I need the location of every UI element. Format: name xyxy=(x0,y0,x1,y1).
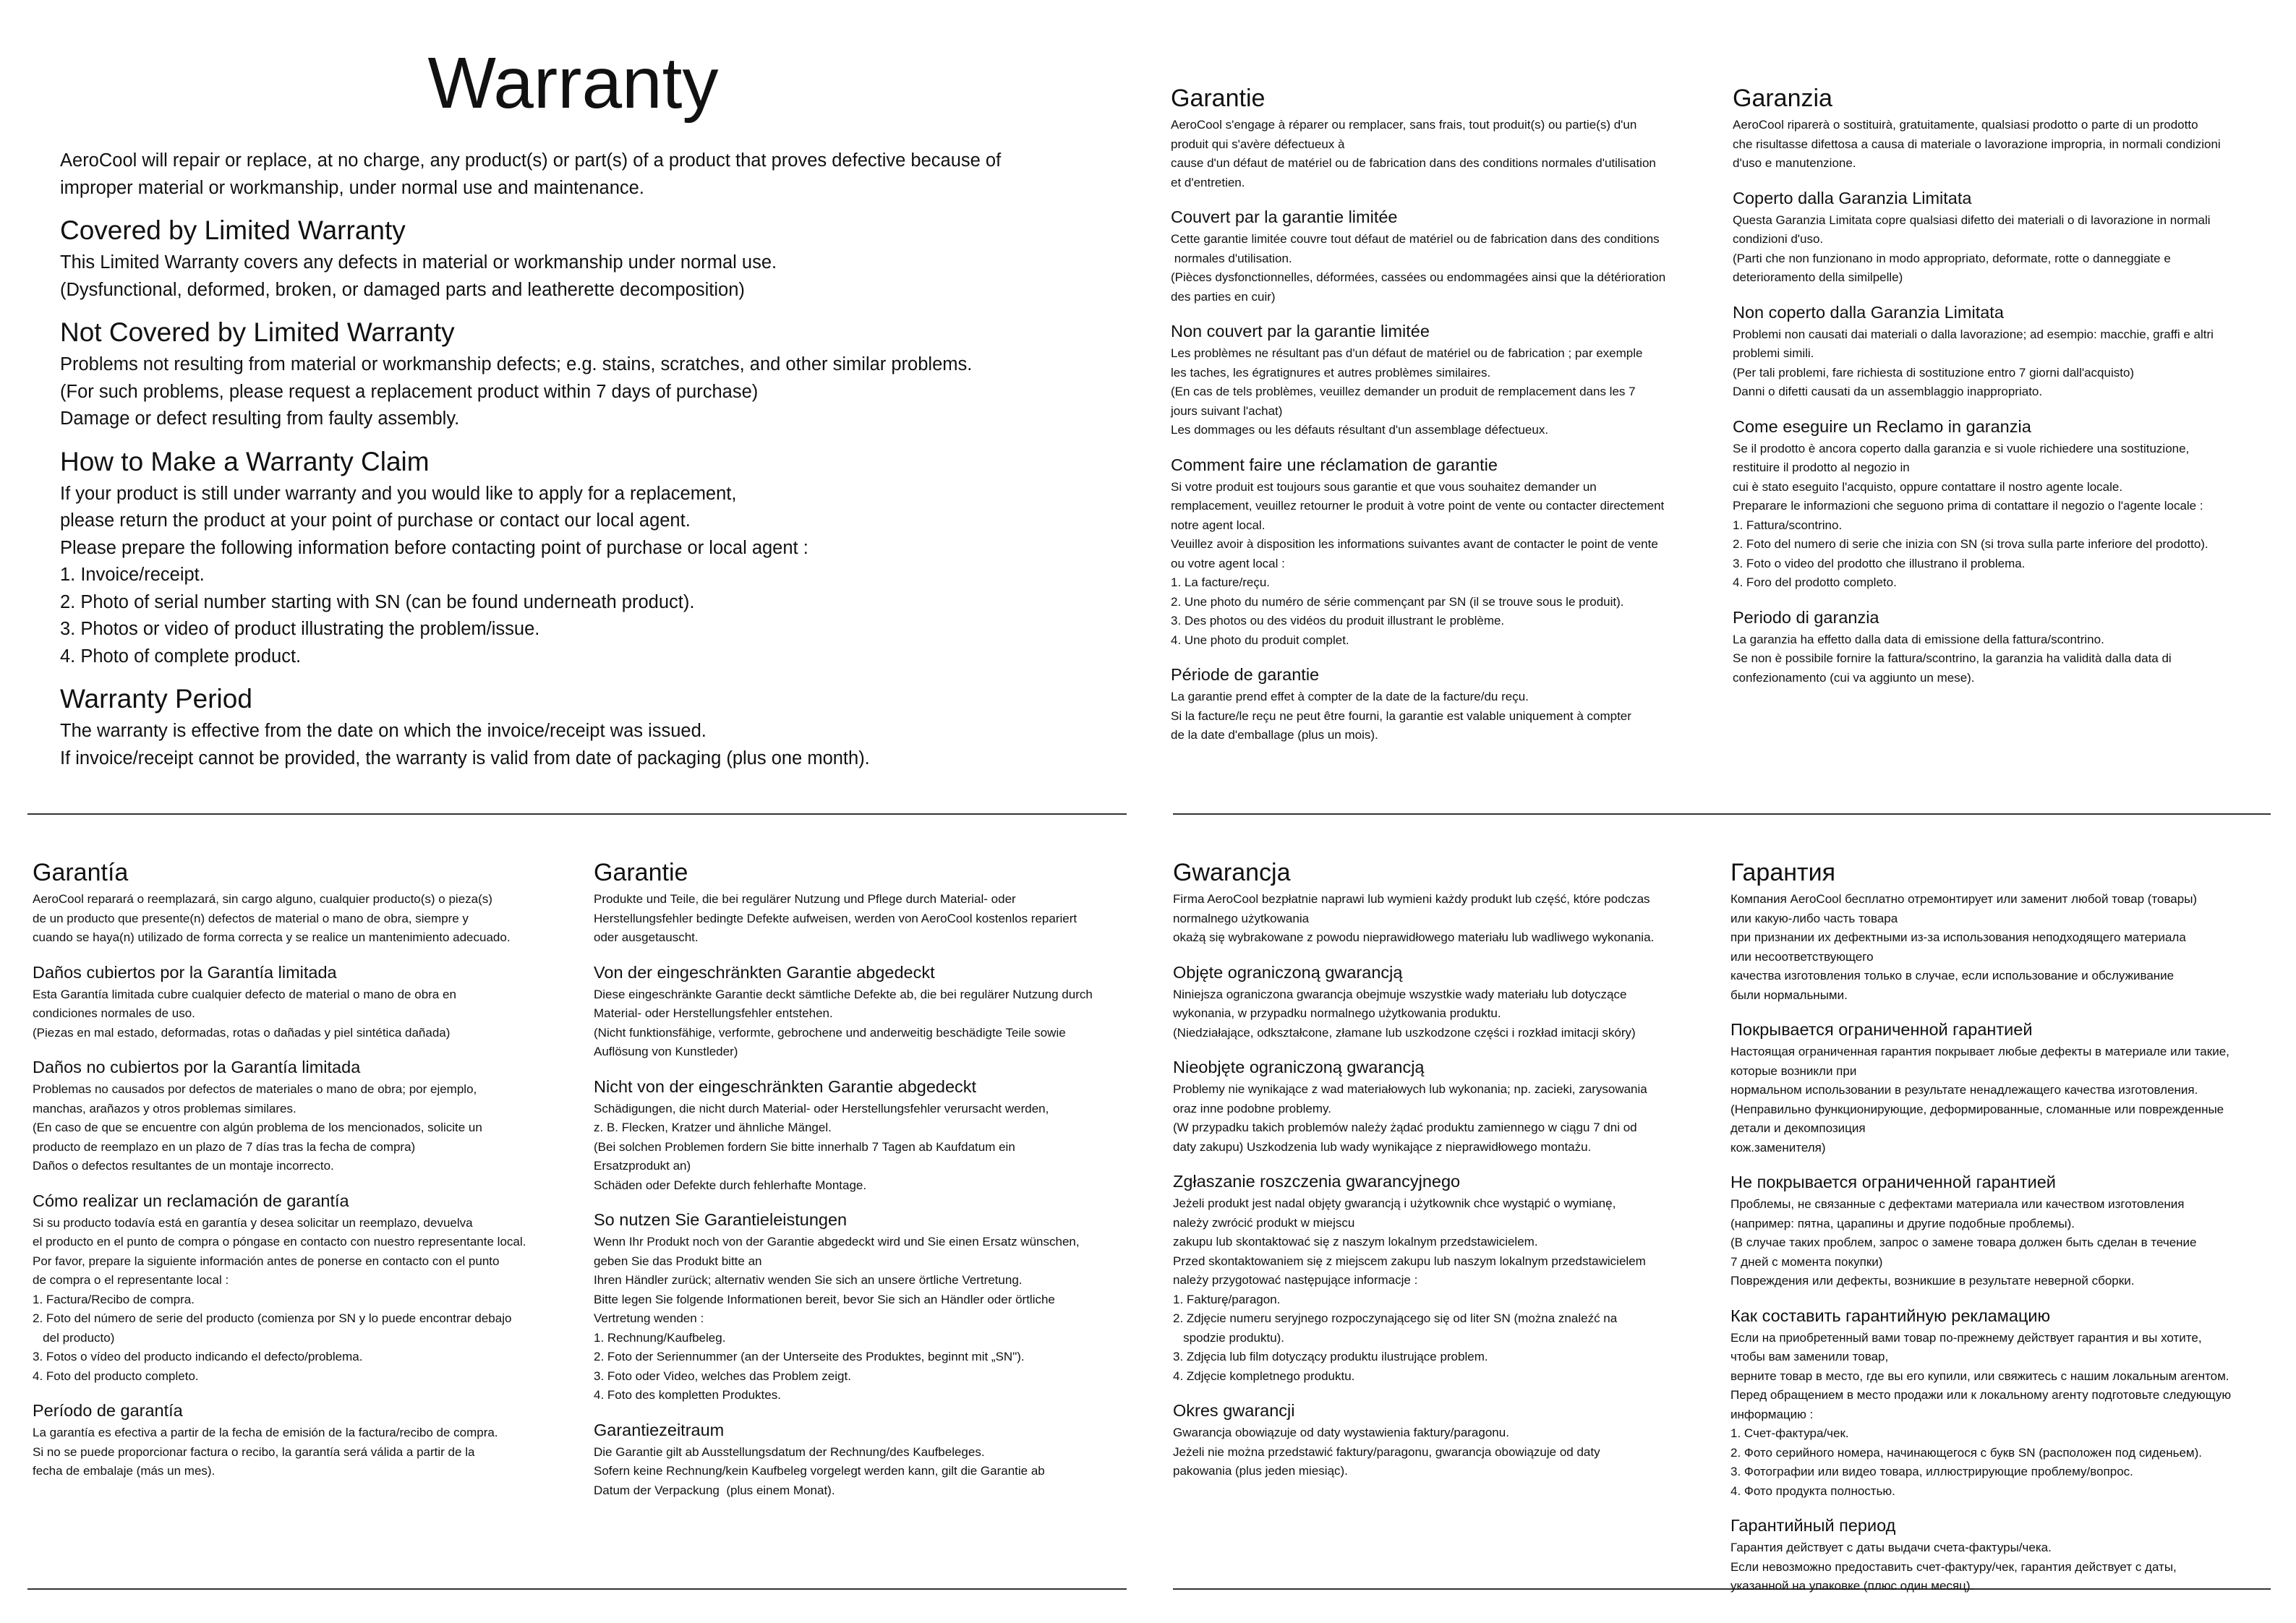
text-line: нормальном использовании в результате ненадлежащего качества изготовления. xyxy=(1730,1083,2198,1097)
text-line: 3. Des photos ou des vidéos du produit illustrant le problème. xyxy=(1171,614,1505,628)
text-line: This Limited Warranty covers any defects in material or workmanship under normal use. xyxy=(60,252,777,273)
section-heading: Période de garantie xyxy=(1171,665,1320,684)
text-line: des parties en cuir) xyxy=(1171,289,1276,304)
text-line: 3. Foto oder Video, welches das Problem zeigt. xyxy=(594,1369,851,1383)
text-line: Jeżeli nie można przedstawić faktury/paragonu, gwarancja obowiązuje od daty xyxy=(1173,1444,1600,1459)
text-line: (например: пятна, царапины и другие подобные проблемы). xyxy=(1730,1216,2075,1230)
text-line: Gwarancja obowiązuje od daty wystawienia faktury/paragonu. xyxy=(1173,1426,1509,1439)
text-line: manchas, arañazos y otros problemas similares. xyxy=(33,1101,296,1115)
text-line: AeroCool riparerà o sostituirà, gratuitamente, qualsiasi prodotto o parte di un prodotto xyxy=(1733,118,2198,132)
text-line: normales d'utilisation. xyxy=(1171,251,1292,265)
text-line: Настоящая ограниченная гарантия покрывает любые дефекты в материале или такие, xyxy=(1730,1045,2229,1058)
section-heading: Periodo di garanzia xyxy=(1733,607,1879,627)
text-line: notre agent local. xyxy=(1171,518,1266,532)
french-warranty-panel xyxy=(1171,84,1728,745)
text-line: La garantía es efectiva a partir de la fecha de emisión de la factura/recibo de compra. xyxy=(33,1426,498,1439)
divider-bottom-left xyxy=(27,1588,1127,1590)
text-line: Schädigungen, die nicht durch Material- oder Herstellungsfehler verursacht werden, xyxy=(594,1101,1049,1115)
text-line: Компания AeroCool бесплатно отремонтирует или заменит любой товар (товары) xyxy=(1730,892,2198,906)
section-heading: Covered by Limited Warranty xyxy=(60,215,406,245)
text-line: 1. Fattura/scontrino. xyxy=(1733,518,1843,532)
section-heading: Daños cubiertos por la Garantía limitada xyxy=(33,962,337,982)
text-line: 3. Zdjęcia lub film dotyczący produktu ilustrujące problem. xyxy=(1173,1350,1488,1363)
text-line: condiciones normales de uso. xyxy=(33,1006,195,1020)
text-line: (В случае таких проблем, запрос о замене товара должен быть сделан в течение xyxy=(1730,1236,2197,1249)
text-line: Niniejsza ograniczona gwarancja obejmuje wszystkie wady materiału lub dotyczące xyxy=(1173,987,1627,1001)
polish-warranty-panel xyxy=(1173,858,1730,1481)
text-line: Esta Garantía limitada cubre cualquier defecto de material o mano de obra en xyxy=(33,987,456,1001)
text-line: confezionamento (cui va aggiunto un mese). xyxy=(1733,670,1975,685)
text-line: 7 дней с момента покупки) xyxy=(1730,1254,1883,1269)
text-line: (En caso de que se encuentre con algún problema de los mencionados, solicite un xyxy=(33,1121,482,1134)
section-heading: So nutzen Sie Garantieleistungen xyxy=(594,1210,848,1229)
section-heading: Cómo realizar un reclamación de garantía xyxy=(33,1191,349,1210)
text-line: 4. Zdjęcie kompletnego produktu. xyxy=(1173,1369,1355,1383)
text-line: de la date d'emballage (plus un mois). xyxy=(1171,728,1378,742)
text-line: Auflösung von Kunstleder) xyxy=(594,1045,738,1058)
text-line: (W przypadku takich problemów należy żądać produktu zamiennego w ciągu 7 dni od xyxy=(1173,1121,1637,1134)
text-line: please return the product at your point of purchase or contact our local agent. xyxy=(60,510,691,531)
text-line: The warranty is effective from the date on which the invoice/receipt was issued. xyxy=(60,721,707,741)
text-line: 2. Фото серийного номера, начинающегося с букв SN (расположен под сиденьем). xyxy=(1730,1445,2203,1460)
divider-top-left xyxy=(27,813,1127,815)
text-line: geben Sie das Produkt bitte an xyxy=(594,1254,762,1268)
section-heading: How to Make a Warranty Claim xyxy=(60,446,430,476)
text-line: Datum der Verpackung (plus einem Monat). xyxy=(594,1483,835,1497)
section-heading: Zgłaszanie roszczenia gwarancyjnego xyxy=(1173,1172,1461,1191)
text-line: zakupu lub skontaktować się z naszym lokalnym przedstawicielem. xyxy=(1173,1235,1538,1249)
text-line: 4. Foto del producto completo. xyxy=(33,1369,199,1383)
section-heading: Garantiezeitraum xyxy=(594,1420,725,1439)
text-line: ou votre agent local : xyxy=(1171,556,1285,570)
text-line: 1. Rechnung/Kaufbeleg. xyxy=(594,1330,726,1345)
german-warranty-panel xyxy=(594,858,1151,1500)
section-title: Garantie xyxy=(594,859,688,886)
text-line: les taches, les égratignures et autres problèmes similaires. xyxy=(1171,365,1491,380)
section-heading: Nicht von der eingeschränkten Garantie abgedeckt xyxy=(594,1076,977,1096)
text-line: cuando se haya(n) utilizado de forma correcta y se realice un mantenimiento adecuado. xyxy=(33,930,511,944)
section-title: Gwarancja xyxy=(1173,859,1291,886)
text-line: Problemas no causados por defectos de materiales o mano de obra; por ejemplo, xyxy=(33,1082,477,1096)
text-line: oder ausgetauscht. xyxy=(594,930,699,944)
section-heading: Okres gwarancji xyxy=(1173,1401,1295,1420)
text-line: Гарантия действует с даты выдачи счета-фактуры/чека. xyxy=(1730,1541,2052,1554)
text-line: были нормальными. xyxy=(1730,988,1848,1002)
text-line: Veuillez avoir à disposition les informations suivantes avant de contacter le point de vente xyxy=(1171,537,1658,551)
text-line: Herstellungsfehler bedingte Defekte aufweisen, werden von AeroCool kostenlos repariert xyxy=(594,911,1077,925)
text-line: Firma AeroCool bezpłatnie naprawi lub wymieni każdy produkt lub część, które podczas xyxy=(1173,892,1650,906)
text-line: La garantie prend effet à compter de la date de la facture/du reçu. xyxy=(1171,690,1529,703)
text-line: Se non è possibile fornire la fattura/scontrino, la garanzia ha validità dalla data di xyxy=(1733,651,2172,665)
text-line: Problemy nie wynikające z wad materiałowych lub wykonania; np. zacieki, zarysowania xyxy=(1173,1082,1647,1096)
text-line: deterioramento della similpelle) xyxy=(1733,270,1903,284)
text-line: Please prepare the following information before contacting point of purchase or local agent : xyxy=(60,537,808,558)
text-line: (Per tali problemi, fare richiesta di sostituzione entro 7 giorni dall'acquisto) xyxy=(1733,365,2135,380)
spanish-warranty-panel xyxy=(33,858,589,1481)
text-line: Daños o defectos resultantes de un montaje incorrecto. xyxy=(33,1159,334,1173)
text-line: problemi simili. xyxy=(1733,346,1814,360)
text-line: producto de reemplazo en un plazo de 7 días tras la fecha de compra) xyxy=(33,1139,416,1154)
text-line: AeroCool will repair or replace, at no charge, any product(s) or part(s) of a product that proves defective because of xyxy=(60,150,1002,171)
text-line: или несоответствующего xyxy=(1730,949,1874,964)
text-line: należy przygotować następujące informacje : xyxy=(1173,1273,1418,1287)
text-line: 2. Une photo du numéro de série commençant par SN (il se trouve sous le produit). xyxy=(1171,594,1624,609)
text-line: Si su producto todavía está en garantía y desea solicitar un reemplazo, devuelva xyxy=(33,1215,473,1230)
text-line: okażą się wybrakowane z powodu nieprawidłowego materiału lub wadliwego wykonania. xyxy=(1173,930,1655,944)
text-line: Por favor, prepare la siguiente información antes de ponerse en contacto con el punto xyxy=(33,1254,500,1268)
section-heading: Non couvert par la garantie limitée xyxy=(1171,322,1430,341)
section-heading: Coperto dalla Garanzia Limitata xyxy=(1733,188,1972,207)
text-line: Jeżeli produkt jest nadal objęty gwarancją i użytkownik chce wystąpić o wymianę, xyxy=(1173,1196,1616,1210)
text-line: 1. Factura/Recibo de compra. xyxy=(33,1292,195,1306)
text-line: Если на приобретенный вами товар по-прежнему действует гарантия и вы хотите, xyxy=(1730,1330,2202,1345)
text-line: указанной на упаковке (плюс один месяц). xyxy=(1730,1579,1974,1593)
text-line: 4. Une photo du produit complet. xyxy=(1171,633,1349,647)
text-line: oraz inne podobne problemy. xyxy=(1173,1101,1331,1115)
text-line: 3. Photos or video of product illustrating the problem/issue. xyxy=(60,619,540,639)
text-line: pakowania (plus jeden miesiąc). xyxy=(1173,1464,1348,1478)
text-line: de un producto que presente(n) defectos de material o mano de obra, siempre y xyxy=(33,911,469,925)
text-line: 4. Foto des kompletten Produktes. xyxy=(594,1388,781,1402)
text-line: produit qui s'avère défectueux à xyxy=(1171,137,1345,151)
text-line: Les problèmes ne résultant pas d'un défaut de matériel ou de fabrication ; par exemple xyxy=(1171,346,1643,360)
text-line: Przed skontaktowaniem się z miejscem zakupu lub naszym lokalnym przedstawicielem xyxy=(1173,1254,1646,1268)
text-line: Damage or defect resulting from faulty assembly. xyxy=(60,408,460,429)
text-line: которые возникли при xyxy=(1730,1063,1857,1078)
text-line: Les dommages ou les défauts résultant d'un assemblage défectueux. xyxy=(1171,423,1549,437)
text-line: 3. Foto o video del prodotto che illustrano il problema. xyxy=(1733,556,2026,570)
section-heading: Гарантийный период xyxy=(1730,1516,1896,1535)
page-title-warranty: Warranty xyxy=(427,43,719,124)
text-line: Sofern keine Rechnung/kein Kaufbeleg vorgelegt werden kann, gilt die Garantie ab xyxy=(594,1464,1045,1478)
section-heading: Как составить гарантийную рекламацию xyxy=(1730,1306,2051,1325)
section-heading: Objęte ograniczoną gwarancją xyxy=(1173,962,1403,982)
text-line: (Parti che non funzionano in modo appropriato, deformate, rotte o danneggiate e xyxy=(1733,251,2171,265)
text-line: Si no se puede proporcionar factura o recibo, la garantía será válida a partir de la xyxy=(33,1444,475,1459)
italian-warranty-panel xyxy=(1733,84,2282,688)
text-line: 2. Foto del numero di serie che inizia con SN (si trova sulla parte inferiore del prodotto). xyxy=(1733,537,2208,551)
text-line: Diese eingeschränkte Garantie deckt sämtliche Defekte ab, die bei regulärer Nutzung durch xyxy=(594,987,1093,1001)
text-line: Si votre produit est toujours sous garantie et que vous souhaitez demander un xyxy=(1171,479,1597,494)
section-heading: Nieobjęte ograniczoną gwarancją xyxy=(1173,1058,1425,1076)
text-line: wykonania, w przypadku normalnego użytkowania produktu. xyxy=(1173,1006,1501,1020)
text-line: 2. Photo of serial number starting with SN (can be found underneath product). xyxy=(60,591,695,612)
divider-top-right xyxy=(1173,813,2271,815)
text-line: (Неправильно функционирующие, деформированные, сломанные или поврежденные xyxy=(1730,1102,2224,1116)
section-heading: Warranty Period xyxy=(60,684,252,714)
text-line: Ersatzprodukt an) xyxy=(594,1159,691,1173)
text-line: normalnego użytkowania xyxy=(1173,911,1310,925)
section-heading: Von der eingeschränkten Garantie abgedeckt xyxy=(594,962,935,982)
text-line: d'uso e manutenzione. xyxy=(1733,156,1856,170)
text-line: Проблемы, не связанные с дефектами материала или качеством изготовления xyxy=(1730,1197,2185,1211)
text-line: Material- oder Herstellungsfehler entstehen. xyxy=(594,1006,833,1020)
text-line: 2. Zdjęcie numeru seryjnego rozpoczynającego się od liter SN (można znaleźć na xyxy=(1173,1311,1618,1325)
text-line: AeroCool reparará o reemplazará, sin cargo alguno, cualquier producto(s) o pieza(s) xyxy=(33,892,492,906)
section-heading: Come eseguire un Reclamo in garanzia xyxy=(1733,416,2031,436)
text-line: daty zakupu) Uszkodzenia lub wady wynikające z nieprawidłowego montażu. xyxy=(1173,1139,1592,1154)
text-line: верните товар в место, где вы его купили, или свяжитесь с нашим локальным агентом. xyxy=(1730,1369,2229,1383)
text-line: 1. La facture/reçu. xyxy=(1171,575,1271,589)
text-line: z. B. Flecken, Kratzer und ähnliche Mängel. xyxy=(594,1121,832,1134)
text-line: (Pièces dysfonctionnelles, déformées, cassées ou endommagées ainsi que la détérioration xyxy=(1171,270,1666,284)
text-line: Schäden oder Defekte durch fehlerhafte Montage. xyxy=(594,1178,867,1192)
text-line: Danni o difetti causati da un assemblaggio inappropriato. xyxy=(1733,385,2043,398)
text-line: 1. Fakturę/paragon. xyxy=(1173,1292,1281,1306)
text-line: Si la facture/le reçu ne peut être fourni, la garantie est valable uniquement à compter xyxy=(1171,708,1631,723)
text-line: Если невозможно предоставить счет-фактуру/чек, гарантия действует с даты, xyxy=(1730,1559,2177,1574)
text-line: (Dysfunctional, deformed, broken, or damaged parts and leatherette decomposition) xyxy=(60,279,745,300)
text-line: Cette garantie limitée couvre tout défaut de matériel ou de fabrication dans des conditions xyxy=(1171,232,1660,246)
section-title: Garantie xyxy=(1171,85,1266,112)
text-line: remplacement, veuillez retourner le produit à votre point de vente ou contacter directement xyxy=(1171,499,1665,513)
section-heading: Couvert par la garantie limitée xyxy=(1171,207,1398,226)
text-line: należy zwrócić produkt w miejscu xyxy=(1173,1215,1355,1230)
text-line: Problemi non causati dai materiali o dalla lavorazione; ad esempio: macchie, graffi e altri xyxy=(1733,327,2214,341)
text-line: fecha de embalaje (más un mes). xyxy=(33,1464,215,1478)
text-line: детали и декомпозиция xyxy=(1730,1121,1866,1135)
text-line: Повреждения или дефекты, возникшие в результате неверной сборки. xyxy=(1730,1274,2135,1288)
text-line: condizioni d'uso. xyxy=(1733,232,1824,246)
text-line: или какую-либо часть товара xyxy=(1730,911,1898,925)
text-line: Questa Garanzia Limitata copre qualsiasi difetto dei materiali o di lavorazione in normali xyxy=(1733,213,2211,227)
section-title: Garantía xyxy=(33,859,129,886)
section-heading: Período de garantía xyxy=(33,1401,183,1420)
text-line: de compra o el representante local : xyxy=(33,1273,229,1287)
text-line: 3. Фотографии или видео товара, иллюстрирующие проблему/вопрос. xyxy=(1730,1465,2133,1478)
text-line: 2. Foto del número de serie del producto (comienza por SN y lo puede encontrar debajo xyxy=(33,1311,512,1325)
text-line: 4. Photo of complete product. xyxy=(60,646,302,667)
text-line: 1. Счет-фактура/чек. xyxy=(1730,1426,1849,1440)
text-line: информацию : xyxy=(1730,1407,1814,1421)
text-line: Ihren Händler zurück; alternativ wenden Sie sich an unsere örtliche Vertretung. xyxy=(594,1273,1023,1287)
text-line: Die Garantie gilt ab Ausstellungsdatum der Rechnung/des Kaufbeleges. xyxy=(594,1444,985,1459)
text-line: et d'entretien. xyxy=(1171,175,1245,189)
text-line: при признании их дефектными из-за использования неподходящего материала xyxy=(1730,930,2186,944)
text-line: AeroCool s'engage à réparer ou remplacer, sans frais, tout produit(s) ou partie(s) d'un xyxy=(1171,118,1637,132)
text-line: improper material or workmanship, under normal use and maintenance. xyxy=(60,177,644,198)
section-title: Гарантия xyxy=(1730,859,1835,886)
text-line: Produkte und Teile, die bei regulärer Nutzung und Pflege durch Material- oder xyxy=(594,892,1016,906)
text-line: (Bei solchen Problemen fordern Sie bitte innerhalb 7 Tagen ab Kaufdatum ein xyxy=(594,1139,1015,1154)
text-line: Se il prodotto è ancora coperto dalla garanzia e si vuole richiedere una sostituzione, xyxy=(1733,441,2190,455)
russian-warranty-panel xyxy=(1730,858,2287,1596)
text-line: (For such problems, please request a replacement product within 7 days of purchase) xyxy=(60,381,759,402)
text-line: el producto en el punto de compra o póngase en contacto con nuestro representante local. xyxy=(33,1235,526,1249)
text-line: Wenn Ihr Produkt noch von der Garantie abgedeckt wird und Sie einen Ersatz wünschen, xyxy=(594,1235,1080,1249)
text-line: качества изготовления только в случае, если использование и обслуживание xyxy=(1730,969,2175,982)
text-line: Bitte legen Sie folgende Informationen bereit, bevor Sie sich an Händler oder örtliche xyxy=(594,1292,1055,1306)
text-line: cause d'un défaut de matériel ou de fabrication dans des conditions normales d'utilisation xyxy=(1171,156,1656,170)
section-heading: Non coperto dalla Garanzia Limitata xyxy=(1733,302,2004,322)
text-line: If invoice/receipt cannot be provided, the warranty is valid from date of packaging (plus one month). xyxy=(60,748,870,768)
english-warranty-text xyxy=(60,147,1116,772)
text-line: кож.заменителя) xyxy=(1730,1140,1826,1155)
text-line: spodzie produktu). xyxy=(1173,1330,1285,1345)
text-line: che risultasse difettosa a causa di materiale o lavorazione impropria, in normali condizioni xyxy=(1733,137,2221,151)
text-line: (Niedziałające, odkształcone, złamane lub uszkodzone części i rozkład imitacji skóry) xyxy=(1173,1025,1636,1040)
section-heading: Не покрывается ограниченной гарантией xyxy=(1730,1173,2056,1191)
text-line: 3. Fotos o vídeo del producto indicando el defecto/problema. xyxy=(33,1350,363,1363)
text-line: cui è stato eseguito l'acquisto, oppure contattare il nostro agente locale. xyxy=(1733,479,2123,494)
text-line: Preparare le informazioni che seguono prima di contattare il negozio o l'agente locale : xyxy=(1733,499,2203,513)
text-line: чтобы вам заменили товар, xyxy=(1730,1350,1889,1363)
text-line: La garanzia ha effetto dalla data di emissione della fattura/scontrino. xyxy=(1733,632,2104,646)
text-line: 1. Invoice/receipt. xyxy=(60,565,205,585)
text-line: 2. Foto der Seriennummer (an der Unterseite des Produktes, beginnt mit „SN"). xyxy=(594,1350,1025,1363)
text-line: del producto) xyxy=(33,1330,115,1345)
text-line: (En cas de tels problèmes, veuillez demander un produit de remplacement dans les 7 xyxy=(1171,385,1636,398)
text-line: Перед обращением в место продажи или к локальному агенту подготовьте следующую xyxy=(1730,1388,2232,1402)
section-heading: Comment faire une réclamation de garantie xyxy=(1171,455,1498,474)
text-line: (Piezas en mal estado, deformadas, rotas o dañadas y piel sintética dañada) xyxy=(33,1025,451,1040)
text-line: (Nicht funktionsfähige, verformte, gebrochene und anderweitig beschädigte Teile sowie xyxy=(594,1025,1066,1040)
text-line: 4. Foro del prodotto completo. xyxy=(1733,575,1897,589)
section-heading: Not Covered by Limited Warranty xyxy=(60,317,455,347)
text-line: Problems not resulting from material or workmanship defects; e.g. stains, scratches, and other similar problems. xyxy=(60,354,973,374)
section-heading: Daños no cubiertos por la Garantía limitada xyxy=(33,1058,361,1076)
text-line: jours suivant l'achat) xyxy=(1171,403,1283,418)
section-heading: Покрывается ограниченной гарантией xyxy=(1730,1020,2033,1039)
text-line: restituire il prodotto al negozio in xyxy=(1733,461,1910,474)
text-line: 4. Фото продукта полностью. xyxy=(1730,1483,1895,1498)
text-line: Vertretung wenden : xyxy=(594,1311,704,1325)
text-line: If your product is still under warranty and you would like to apply for a replacement, xyxy=(60,483,737,504)
section-title: Garanzia xyxy=(1733,85,1832,112)
